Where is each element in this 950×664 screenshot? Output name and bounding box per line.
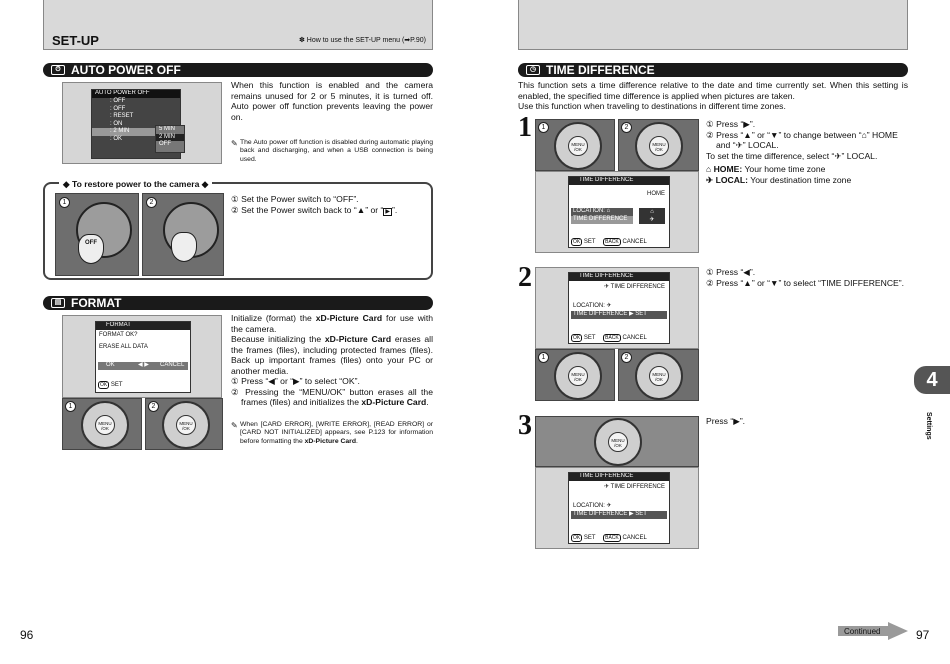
time-difference-heading: ◷ TIME DIFFERENCE xyxy=(518,63,908,77)
td-step2-lcd: TIME DIFFERENCE ✈ TIME DIFFERENCE LOCATION: ✈ TIME DIFFERENCE ▶ SET OK SET BACK CANCEL xyxy=(568,272,670,344)
format-lcd: FORMAT FORMAT OK? ERASE ALL DATA OK ◀ ▶ CANCEL OK SET xyxy=(95,321,191,393)
power-switch xyxy=(171,232,197,262)
td-step2-highlight: TIME DIFFERENCE ▶ SET xyxy=(571,311,667,319)
td-step2-text: ① Press “◀”. ② Press “▲” or “▼” to select “TIME DIFFERENCE”. xyxy=(706,267,905,288)
restore-step-1: ① Set the Power switch to “OFF”. xyxy=(231,194,359,204)
off-label: OFF xyxy=(78,234,104,264)
auto-power-off-note: The Auto power off function is disabled during automatic playing back and discharging, and when a USB connection is being used. xyxy=(240,139,433,163)
restore-power-box xyxy=(43,179,433,280)
td-step3-dial xyxy=(535,416,699,467)
ok-button-icon: OK xyxy=(573,535,581,541)
chapter-tab-label: Settings xyxy=(925,412,932,440)
td-step1-line2: ② Press “▲” or “▼” to change between “⌂” HOME xyxy=(706,129,898,140)
format-set-label: OK SET xyxy=(100,382,123,388)
td-step1-lcd: TIME DIFFERENCE HOME LOCATION: ⌂ TIME DIFFERENCE ⌂ ✈ OK SET BACK CANCEL xyxy=(568,176,670,248)
control-dial xyxy=(162,401,210,449)
auto-power-off-screenshot xyxy=(62,82,222,164)
format-heading: ▤ FORMAT xyxy=(43,296,433,310)
menu-ok-button: MENU /OK xyxy=(608,432,628,452)
left-header-box xyxy=(43,0,433,50)
menu-ok-button: MENU /OK xyxy=(568,136,588,156)
step-2-number: 2 xyxy=(518,262,532,293)
ok-button-icon: OK xyxy=(573,335,581,341)
step-1-marker: 1 xyxy=(538,352,549,363)
auto-power-off-heading: ⏱ AUTO POWER OFF xyxy=(43,63,433,77)
menu-ok-button: MENU /OK xyxy=(95,415,115,435)
format-screenshot xyxy=(62,315,222,398)
td-step1-dial-a xyxy=(535,119,615,171)
format-step-1: ① Press “◀” or “▶” to select “OK”. xyxy=(231,376,360,386)
home-definition: ⌂ HOME: Your home time zone xyxy=(706,164,826,174)
td-step2-dial-a xyxy=(535,349,615,401)
control-dial xyxy=(635,352,683,400)
format-ok-bar: OK ◀ ▶ CANCEL xyxy=(98,362,188,370)
control-dial xyxy=(594,418,642,466)
menu-ok-button: MENU /OK xyxy=(649,136,669,156)
continued-arrow xyxy=(838,622,908,640)
time-difference-intro: This function sets a time difference relative to the date and time currently set. When this setting is enabled, the specified time difference is applied when pictures are taken. Use this function when traveling to destinations in different time zones. xyxy=(518,80,908,111)
back-button-icon: BACK xyxy=(605,239,619,245)
control-dial xyxy=(81,401,129,449)
format-para-1: Initialize (format) the xD-Picture Card for use with the camera. xyxy=(231,313,433,334)
menu-ok-button: MENU /OK xyxy=(176,415,196,435)
step-1-marker: 1 xyxy=(65,401,76,412)
note-icon: ✎ xyxy=(231,139,238,148)
clock-icon: ◷ xyxy=(526,65,540,75)
arrows-icon: ◀ ▶ xyxy=(138,362,149,368)
restore-step-2: ② Set the Power switch back to “▲” or “ ▶ ”. xyxy=(231,205,398,215)
td-step3-lcd: TIME DIFFERENCE ✈ TIME DIFFERENCE LOCATION: ✈ TIME DIFFERENCE ▶ SET OK SET BACK CANCEL xyxy=(568,472,670,544)
home-icon: ⌂ xyxy=(706,164,714,174)
td-lcd-footer: OK SET BACK CANCEL xyxy=(573,535,647,541)
timer-icon: ⏱ xyxy=(51,65,65,75)
format-body xyxy=(231,313,433,408)
local-definition: ✈ LOCAL: Your destination time zone xyxy=(706,174,852,185)
td-step2-dial-b xyxy=(618,349,699,401)
menu-ok-button: MENU /OK xyxy=(568,366,588,386)
step-3-number: 3 xyxy=(518,410,532,441)
format-note: When [CARD ERROR], [WRITE ERROR], [READ ERROR] or [CARD NOT INITIALIZED] appears, see P.123 for information before formatting the xD-Picture Card. xyxy=(240,421,433,445)
td-step2-screen xyxy=(535,267,699,349)
home-local-selector: ⌂ ✈ xyxy=(639,208,665,224)
td-step1-text: ① Press “▶”. ② Press “▲” or “▼” to change between “⌂” HOME and “✈” LOCAL. To set the time difference, select “✈” LOCAL. ⌂ HOME: Your home time zone ✈ LOCAL: Your destination time zone xyxy=(706,119,908,185)
back-button-icon: BACK xyxy=(605,535,619,541)
format-step-2: ② Pressing the “MENU/OK” button erases all the frames (files) and initializes the xD-Picture Card. xyxy=(231,386,433,407)
auto-power-off-body: When this function is enabled and the camera remains unused for 2 or 5 minutes, it is turned off. Auto power off function prevents leaving the power on. xyxy=(231,80,433,122)
header-note: ✽ How to use the SET-UP menu (➡P.90) xyxy=(298,37,426,44)
td-step1-dial-b xyxy=(618,119,699,171)
td-lcd-footer: OK SET BACK CANCEL xyxy=(573,335,647,341)
td-step3-text: Press “▶”. xyxy=(706,416,746,426)
step-1-marker: 1 xyxy=(538,122,549,133)
step-2-marker: 2 xyxy=(146,197,157,208)
right-header-box xyxy=(518,0,908,50)
step-2-marker: 2 xyxy=(621,352,632,363)
control-dial xyxy=(554,122,602,170)
format-step-1-photo xyxy=(62,398,142,450)
step-1-marker: 1 xyxy=(59,197,70,208)
header-title: SET-UP xyxy=(52,33,99,48)
chapter-tab: 4 xyxy=(914,366,950,394)
control-dial xyxy=(635,122,683,170)
format-icon: ▤ xyxy=(51,298,65,308)
auto-power-off-submenu: 5 MIN 2 MIN OFF xyxy=(155,125,185,153)
right-page-number: 97 xyxy=(916,628,930,642)
playback-icon: ▶ xyxy=(385,209,390,215)
ok-button-icon: OK xyxy=(100,382,108,388)
auto-power-off-lcd: AUTO POWER OFF : OFF : OFF : RESET : ON : 2 MIN : OK xyxy=(91,89,181,159)
control-dial xyxy=(554,352,602,400)
continued-label: Continued xyxy=(844,627,881,636)
back-button-icon: BACK xyxy=(605,335,619,341)
format-step-2-photo xyxy=(145,398,223,450)
home-icon: ⌂ xyxy=(861,129,867,140)
camera-icon: ▲ xyxy=(356,205,366,215)
step-2-marker: 2 xyxy=(148,401,159,412)
td-step3-highlight: TIME DIFFERENCE ▶ SET xyxy=(571,511,667,519)
step-2-marker: 2 xyxy=(621,122,632,133)
format-para-2: Because initializing the xD-Picture Card erases all the frames (files), including protected frames (files). Back up important frames (files) onto your PC or another media. xyxy=(231,334,433,376)
ok-button-icon: OK xyxy=(573,239,581,245)
left-page-number: 96 xyxy=(20,628,34,642)
td-step3-screen xyxy=(535,467,699,549)
camera-off-photo xyxy=(55,193,139,276)
menu-ok-button: MENU /OK xyxy=(649,366,669,386)
restore-title: ◆ To restore power to the camera ◆ xyxy=(59,179,212,190)
td-lcd-footer: OK SET BACK CANCEL xyxy=(573,239,647,245)
step-1-number: 1 xyxy=(518,112,532,143)
note-icon: ✎ xyxy=(231,421,238,430)
td-step1-screen xyxy=(535,171,699,253)
camera-on-photo xyxy=(142,193,224,276)
